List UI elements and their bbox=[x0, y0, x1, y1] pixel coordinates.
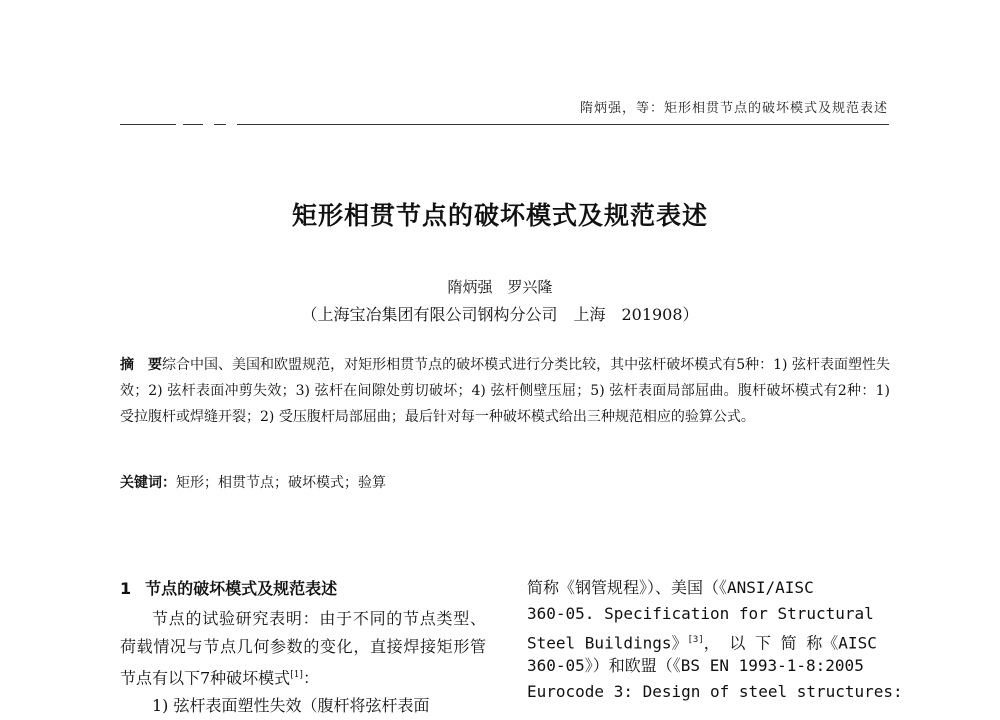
text-line: 360-05. Specification for Structural bbox=[527, 604, 874, 623]
text-line: 360-05》）和欧盟（《BS EN 1993-1-8:2005 bbox=[527, 656, 864, 675]
paragraph-end: ： bbox=[302, 668, 319, 688]
abstract bbox=[120, 352, 890, 430]
text-line: 简称《钢管规程》）、美国（《ANSI/AISC bbox=[527, 578, 814, 597]
keywords-label: 关键词： bbox=[120, 475, 176, 491]
citation: [1] bbox=[290, 670, 303, 680]
header-rule-segment bbox=[214, 124, 226, 125]
abstract-label: 摘 要 bbox=[120, 357, 163, 373]
section-heading bbox=[120, 576, 337, 599]
header-rule bbox=[237, 124, 889, 125]
running-header: 隋炳强，等：矩形相贯节点的破坏模式及规范表述 bbox=[579, 101, 888, 116]
text-segment: ， 以 下 简 称《AISC bbox=[703, 633, 877, 653]
abstract-text: 综合中国、美国和欧盟规范，对矩形相贯节点的破坏模式进行分类比较，其中弦杆破坏模式有5种：1) 弦杆表面塑性失效；2) 弦杆表面冲剪失效；3) 弦杆在间隙处剪切破坏；4) 弦杆侧壁压屈；5) 弦杆表面局部屈曲。腹杆破坏模式有2种：1) 受拉腹杆或焊缝开裂；2) 受压腹杆局部屈曲；最后针对每一种破坏模式给出三种规范相应的验算公式。 bbox=[120, 357, 890, 425]
affiliation: （上海宝冶集团有限公司钢构分公司 上海 201908） bbox=[301, 305, 699, 324]
authors: 隋炳强 罗兴隆 bbox=[447, 278, 553, 296]
header-rule-segment bbox=[183, 124, 203, 125]
list-item: 1) 弦杆表面塑性失效（腹杆将弦杆表面 bbox=[152, 696, 430, 716]
header-rule-segment bbox=[120, 124, 176, 125]
section-title: 节点的破坏模式及规范表述 bbox=[145, 579, 338, 598]
page-title: 矩形相贯节点的破坏模式及规范表述 bbox=[291, 201, 708, 230]
left-column bbox=[120, 605, 486, 720]
keywords-text: 矩形；相贯节点；破坏模式；验算 bbox=[176, 475, 386, 491]
right-column bbox=[527, 575, 903, 705]
keywords bbox=[120, 470, 890, 496]
section-number: 1 bbox=[120, 579, 132, 598]
text-line: Eurocode 3: Design of steel structures: bbox=[527, 682, 903, 701]
text-line bbox=[527, 627, 889, 653]
citation: [3] bbox=[687, 635, 704, 645]
body-paragraph bbox=[120, 605, 486, 692]
text-segment: Steel Buildings》 bbox=[527, 633, 688, 653]
paragraph-text: 节点的试验研究表明：由于不同的节点类型、荷载情况与节点几何参数的变化，直接焊接矩形管节点有以下7种破坏模式 bbox=[120, 609, 486, 688]
